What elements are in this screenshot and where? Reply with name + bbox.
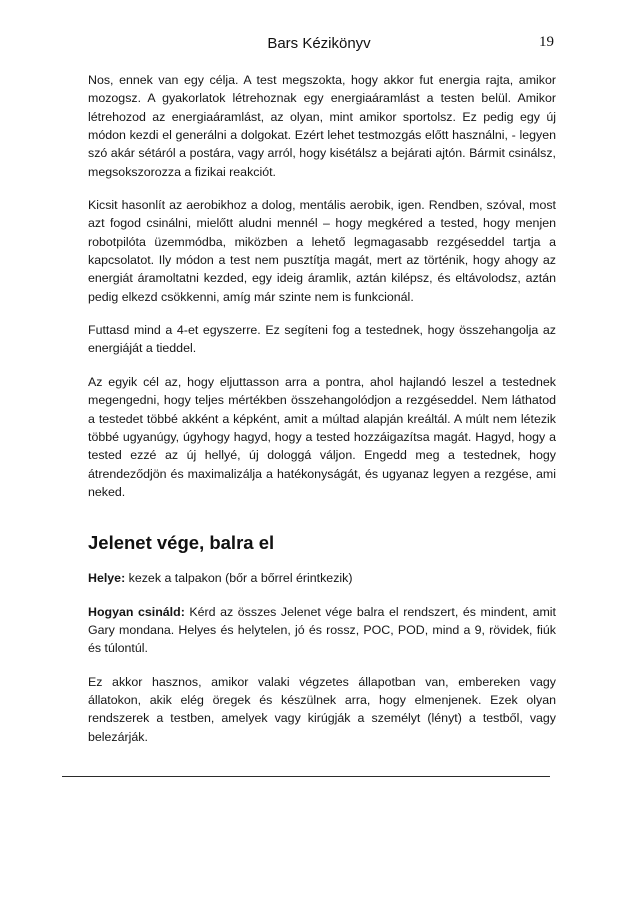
body-paragraph-4: Az egyik cél az, hogy eljuttasson arra a pontra, ahol hajlandó leszel a testednek megengedni, hogy teljes mértékben összehangolódjon a rezgéseddel. Nem láthatod a testedet többé akként a képként, amit a múltad alapján kreáltál. A múlt nem létezik többé ugyanúgy, úgyhogy hagyd, hogy a tested hozzáigazítsa magát. Hagyd, hogy a tested ezzé az új hellyé, új dologgá váljon. Engedd meg a testednek, hogy átrendeződjön és maximalizálja a hatékonyságát, és ugyanaz legyen a rezgése, ami neked. (88, 374, 556, 499)
where-field (88, 569, 556, 587)
footer-divider (62, 776, 550, 777)
where-label: Helye: (88, 571, 126, 586)
where-text: kezek a talpakon (bőr a bőrrel érintkezik) (125, 571, 353, 586)
section-heading: Jelenet vége, balra el (88, 532, 275, 554)
body-paragraph-1: Nos, ennek van egy célja. A test megszokta, hogy akkor fut energia rajta, amikor mozogsz. A gyakorlatok létrehoznak egy energiaáramlást a testen belül. Amikor létrehozod az energiaáramlást, az olyan, mint amikor sportolsz. Ez pedig egy új módon kezdi el generálni a dolgokat. Ezért lehet testmozgás előtt használni, - legyen szó akár sétáról a postára, vagy arról, hogy kisétálsz a bejárati ajtón. Bármit csinálsz, megsokszorozza a fizikai reakciót. (88, 73, 556, 179)
how-text: Kérd az összes Jelenet vége balra el rendszert, és mindent, amit Gary mondana. Helyes és helytelen, jó és rossz, POC, POD, mind a 9, rövidek, fiúk és túlontúl. (88, 604, 556, 656)
page-number: 19 (539, 34, 554, 50)
running-header-title: Bars Kézikönyv (267, 35, 371, 52)
how-label: Hogyan csináld: (88, 604, 185, 619)
body-paragraph-2: Kicsit hasonlít az aerobikhoz a dolog, mentális aerobik, igen. Rendben, szóval, most azt fogod csinálni, mielőtt aludni mennél – hogy megkéred a tested, hogy menjen robotpilóta üzemmódba, miközben a lehető legmagasabb rezgéseddel tartja a kapcsolatot. Ily módon a test nem pusztítja magát, mert az történik, hogy ahogy az energiát áramoltatni kezded, egy ideig áramlik, aztán kilépsz, és eltávolodsz, aztán pedig elkezd csökkenni, amíg már szinte nem is funkcionál. (88, 198, 556, 304)
body-paragraph-3: Futtasd mind a 4-et egyszerre. Ez segíteni fog a testednek, hogy összehangolja az energiáját a tieddel. (88, 323, 556, 356)
body-paragraph-5: Ez akkor hasznos, amikor valaki végzetes állapotban van, embereken vagy állatokon, akik elég öregek és készülnek arra, hogy elmenjenek. Ezek olyan rendszerek a testben, amelyek vagy kirúgják a személyt (lényt) a testből, vagy belezárják. (88, 674, 556, 744)
how-field (88, 603, 556, 658)
page-body (88, 71, 556, 746)
